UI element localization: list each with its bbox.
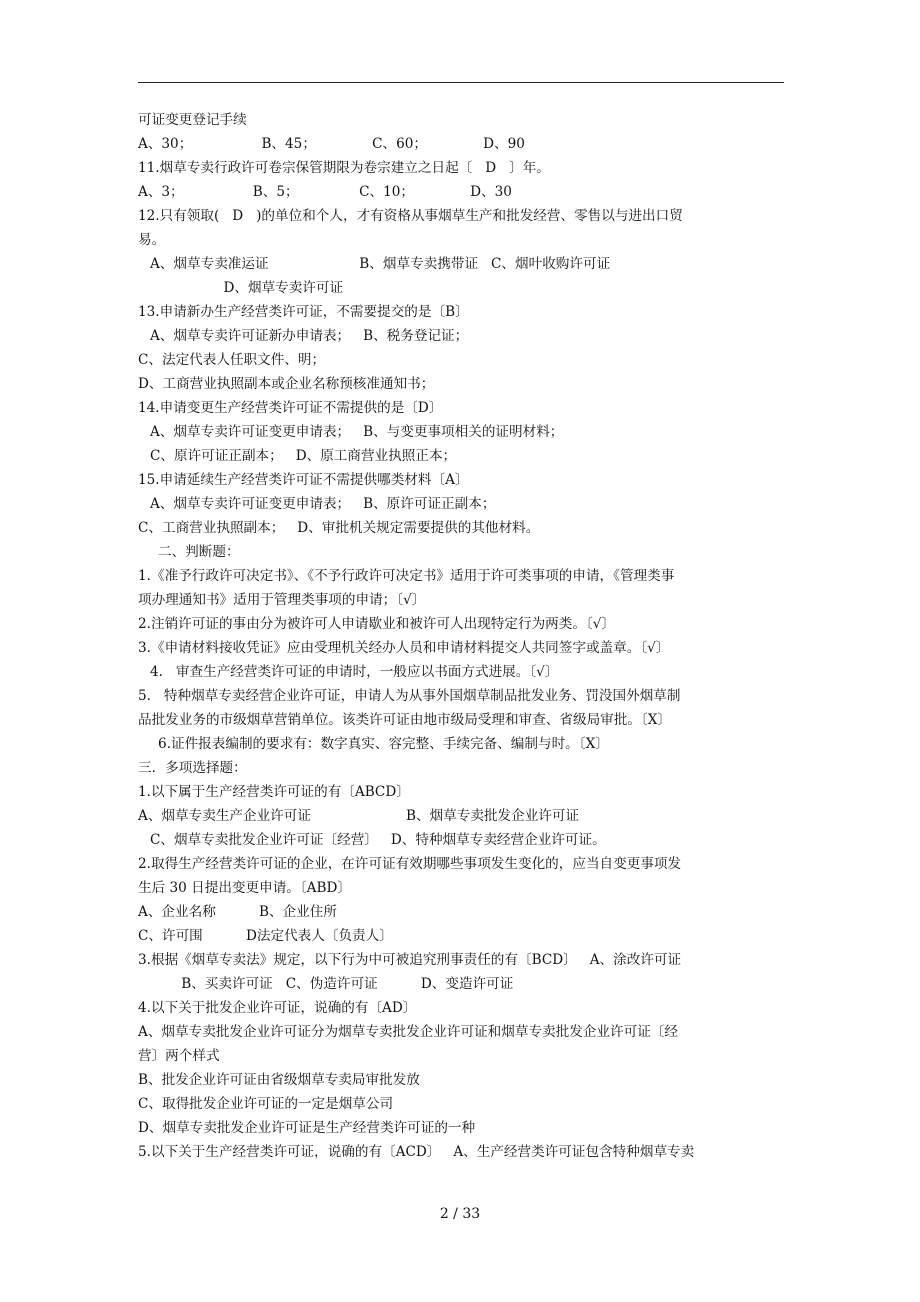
text-line: 品批发业务的市级烟草营销单位。该类许可证由地市级局受理和审查、省级局审批。〔X〕 <box>138 712 672 728</box>
text-line: 15.申请延续生产经营类许可证不需提供哪类材料〔A〕 <box>138 472 469 488</box>
text-line: 可证变更登记手续 <box>138 112 247 128</box>
text-line: A、烟草专卖生产企业许可证 B、烟草专卖批发企业许可证 <box>138 808 580 824</box>
text-line: 项办理通知书》适用于管理类事项的申请；〔√〕 <box>138 592 426 608</box>
text-line: A、3； B、5； C、10； D、30 <box>138 184 512 200</box>
text-line: A、30； B、45； C、60； D、90 <box>138 136 525 152</box>
text-line: 5. 特种烟草专卖经营企业许可证，申请人为从事外国烟草制品批发业务、罚没国外烟草制 <box>138 688 681 704</box>
text-line: A、烟草专卖许可证变更申请表； B、原许可证正副本； <box>150 496 496 512</box>
text-line: 3.《申请材料接收凭证》应由受理机关经办人员和申请材料提交人共同签字或盖章。〔√〕 <box>138 640 670 656</box>
text-line: 2.取得生产经营类许可证的企业，在许可证有效期哪些事项发生变化的，应当自变更事项发 <box>138 856 682 872</box>
text-line: 二、判断题： <box>158 544 240 560</box>
text-line: 三．多项选择题： <box>138 760 247 776</box>
text-line: C、取得批发企业许可证的一定是烟草公司 <box>138 1096 394 1112</box>
header-rule <box>138 82 784 83</box>
text-line: 5.以下关于生产经营类许可证，说确的有〔ACD〕 A、生产经营类许可证包含特种烟草专卖 <box>138 1144 695 1160</box>
text-line: 14.申请变更生产经营类许可证不需提供的是〔D〕 <box>138 400 443 416</box>
text-line: 1.《准予行政许可决定书》、《不予行政许可决定书》适用于许可类事项的申请，《管理类事 <box>138 568 675 584</box>
text-line: C、原许可证正副本； D、原工商营业执照正本； <box>150 448 457 464</box>
text-line: A、企业名称 B、企业住所 <box>138 904 337 920</box>
text-line: C、许可围 D法定代表人〔负责人〕 <box>138 928 393 944</box>
text-line: B、买卖许可证 C、伪造许可证 D、变造许可证 <box>138 976 514 992</box>
text-line: A、烟草专卖许可证变更申请表； B、与变更事项相关的证明材料； <box>150 424 564 440</box>
text-line: 13.申请新办生产经营类许可证，不需要提交的是〔B〕 <box>138 304 469 320</box>
text-line: C、法定代表人任职文件、明； <box>138 352 326 368</box>
text-line: 4. 审查生产经营类许可证的申请时，一般应以书面方式进展。〔√〕 <box>150 664 559 680</box>
text-line: 营〕两个样式 <box>138 1048 220 1064</box>
document-body <box>138 108 788 1164</box>
text-line: 易。 <box>138 232 166 248</box>
text-line: B、批发企业许可证由省级烟草专卖局审批发放 <box>138 1072 420 1088</box>
text-line: D、烟草专卖批发企业许可证是生产经营类许可证的一种 <box>138 1120 476 1136</box>
page-number: 2 / 33 <box>439 1206 481 1222</box>
text-line: 1.以下属于生产经营类许可证的有〔ABCD〕 <box>138 784 410 800</box>
text-line: 6.证件报表编制的要求有：数字真实、容完整、手续完备、编制与时。〔X〕 <box>158 736 609 752</box>
text-line: D、工商营业执照副本或企业名称预核准通知书； <box>138 376 435 392</box>
text-line: 4.以下关于批发企业许可证，说确的有〔AD〕 <box>138 1000 417 1016</box>
text-line: C、烟草专卖批发企业许可证〔经营〕 D、特种烟草专卖经营企业许可证。 <box>150 832 606 848</box>
text-line: 生后 30 日提出变更申请。〔ABD〕 <box>138 880 351 896</box>
text-line: A、烟草专卖许可证新办申请表； B、税务登记证； <box>150 328 469 344</box>
text-line: 12.只有领取( D )的单位和个人，才有资格从事烟草生产和批发经营、零售以与进出口贸 <box>138 208 683 224</box>
text-line: 3.根据《烟草专卖法》规定，以下行为中可被追究刑事责任的有〔BCD〕 A、涂改许可证 <box>138 952 682 968</box>
text-line: A、烟草专卖批发企业许可证分为烟草专卖批发企业许可证和烟草专卖批发企业许可证〔经 <box>138 1024 678 1040</box>
text-line: A、烟草专卖准运证 B、烟草专卖携带证 C、烟叶收购许可证 <box>150 256 611 272</box>
text-line: 2.注销许可证的事由分为被许可人申请歇业和被许可人出现特定行为两类。〔√〕 <box>138 616 616 632</box>
text-line: 11.烟草专卖行政许可卷宗保管期限为卷宗建立之日起〔 D 〕年。 <box>138 160 550 176</box>
text-line: D、烟草专卖许可证 <box>150 280 344 296</box>
text-line: C、工商营业执照副本； D、审批机关规定需要提供的其他材料。 <box>138 520 540 536</box>
